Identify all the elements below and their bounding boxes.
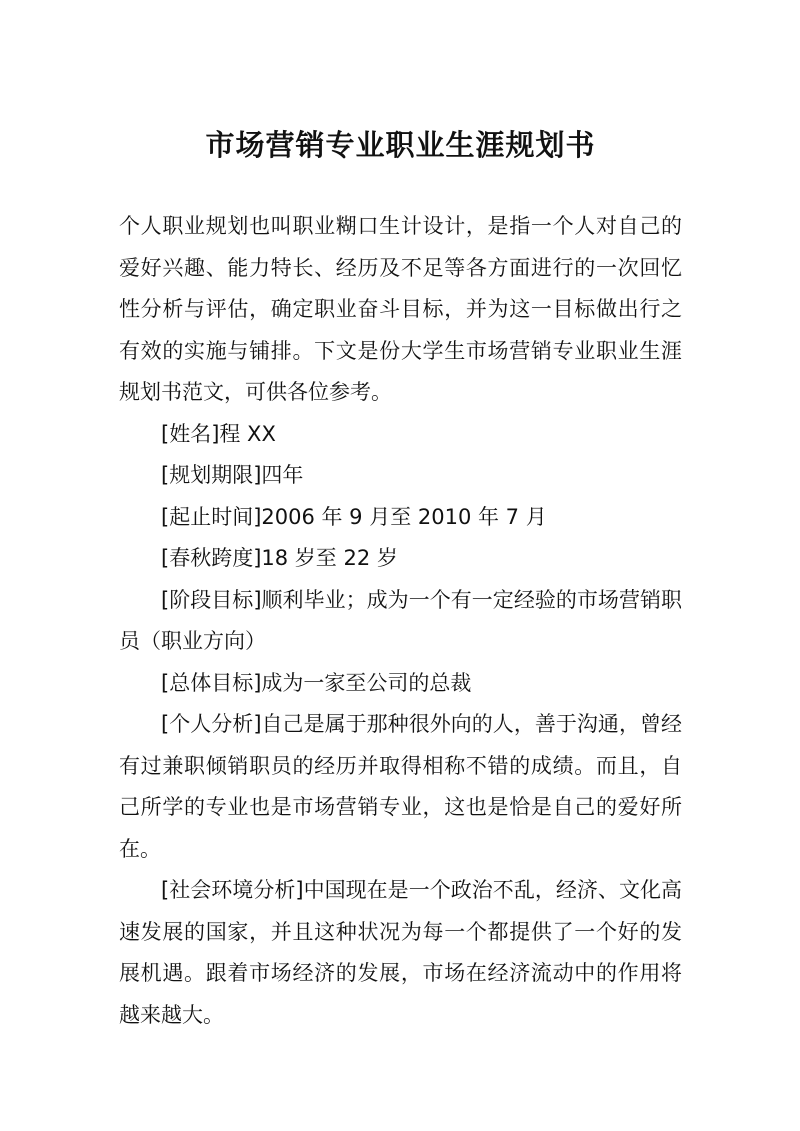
- time-range-line: [起止时间]2006 年 9 月至 2010 年 7 月: [161, 504, 547, 529]
- name-line: [姓名]程 XX: [161, 421, 276, 446]
- stage-goal-paragraph: [阶段目标]顺利毕业；成为一个有一定经验的市场营销职员（职业方向）: [119, 587, 682, 653]
- intro-paragraph: 个人职业规划也叫职业糊口生计设计，是指一个人对自己的爱好兴趣、能力特长、经历及不足等各方面进行的一次回忆性分析与评估，确定职业奋斗目标，并为这一目标做出行之有效的实施与铺排。下文是份大学生市场营销专业职业生涯规划书范文，可供各位参考。: [119, 214, 682, 404]
- social-environment-paragraph: [社会环境分析]中国现在是一个政治不乱，经济、文化高速发展的国家，并且这种状况为每一个都提供了一个好的发展机遇。跟着市场经济的发展，市场在经济流动中的作用将越来越大。: [119, 878, 682, 1027]
- personal-analysis-paragraph: [个人分析]自己是属于那种很外向的人，善于沟通，曾经有过兼职倾销职员的经历并取得相称不错的成绩。而且，自己所学的专业也是市场营销专业，这也是恰是自己的爱好所在。: [119, 712, 682, 861]
- document-title: 市场营销专业职业生涯规划书: [205, 128, 596, 162]
- overall-goal-line: [总体目标]成为一家至公司的总裁: [161, 670, 472, 695]
- age-span-line: [春秋跨度]18 岁至 22 岁: [161, 546, 398, 570]
- plan-period-line: [规划期限]四年: [161, 463, 304, 487]
